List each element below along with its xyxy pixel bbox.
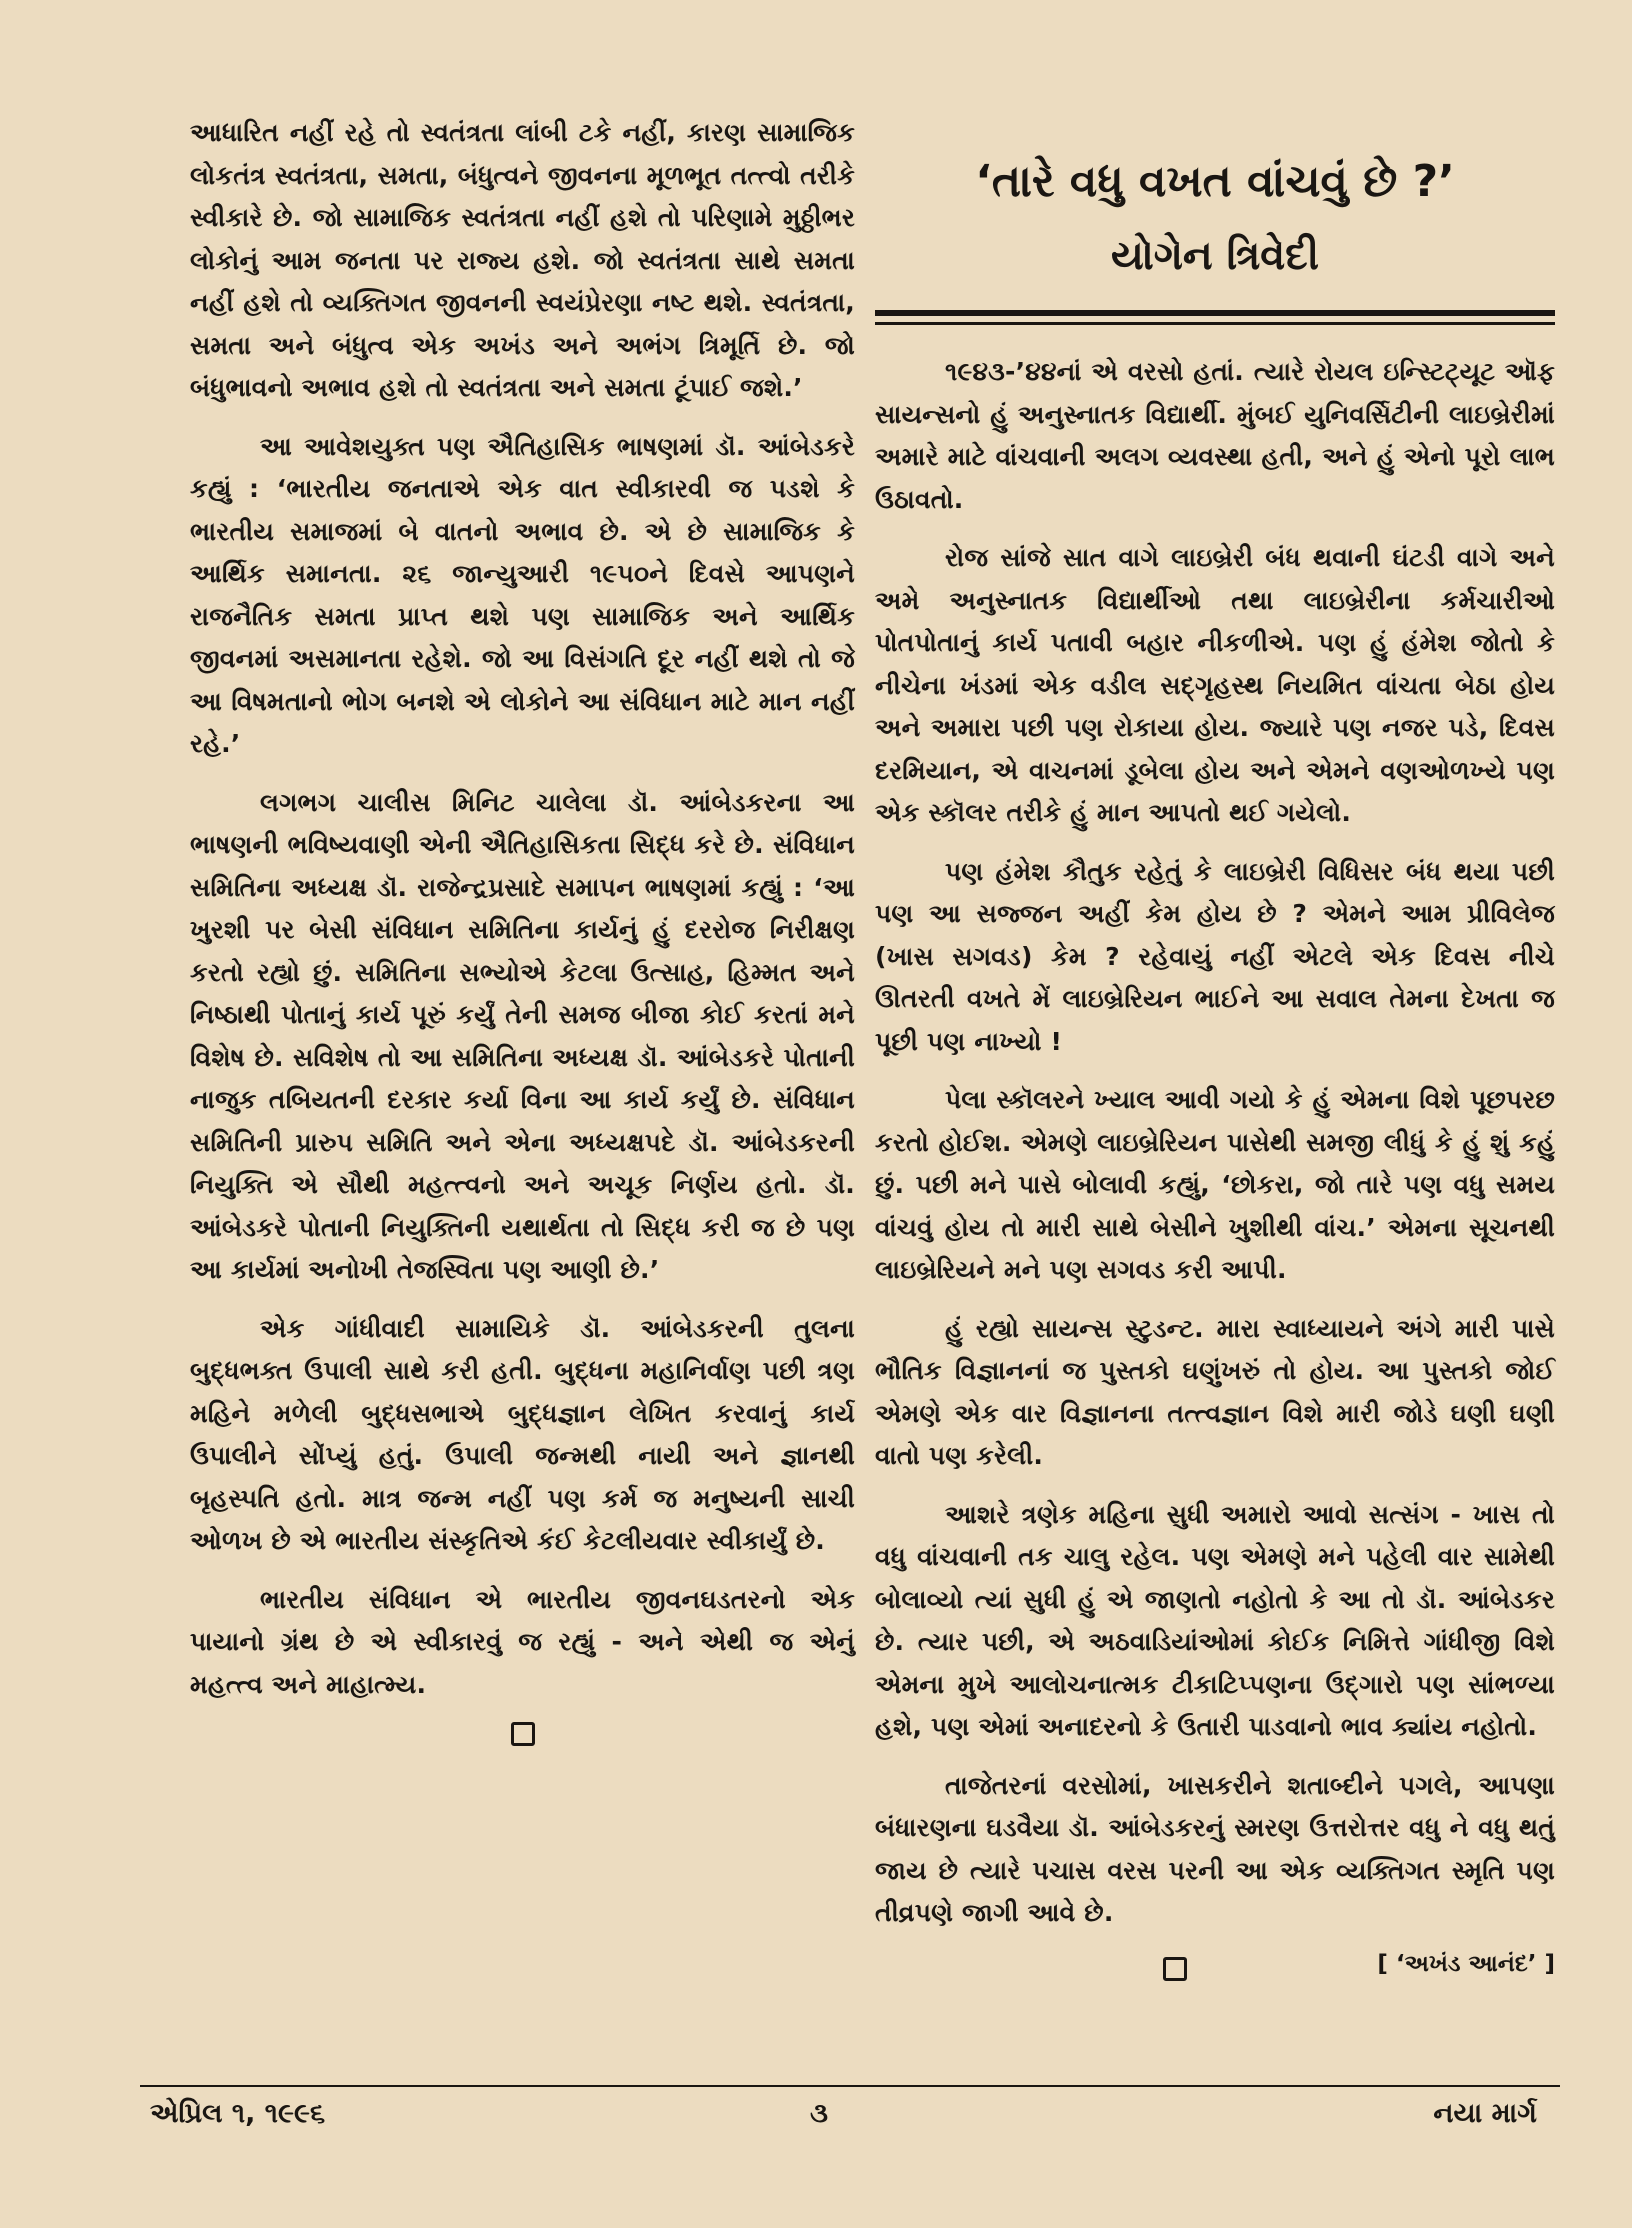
- right-paragraph-7: તાજેતરનાં વરસોમાં, ખાસકરીને શતાબ્દીને પગલે, આપણા બંધારણના ઘડવૈયા ડૉ. આંબેડકરનું સ્મરણ ઉત્તરોત્તર વધુ ને વધુ થતું જાય છે ત્યારે પચાસ વરસ પરની આ એક વ્યક્તિગત સ્મૃતિ પણ તીવ્રપણે જાગી આવે છે.: [875, 1770, 1555, 1927]
- article-end-mark: [511, 1722, 535, 1746]
- article-end-mark: [1163, 1957, 1187, 1981]
- left-paragraph-3: લગભગ ચાલીસ મિનિટ ચાલેલા ડૉ. આંબેડકરના આ ભાષણની ભવિષ્યવાણી એની ઐતિહાસિકતા સિદ્ધ કરે છે. સંવિધાન સમિતિના અધ્યક્ષ ડૉ. રાજેન્દ્રપ્રસાદે સમાપન ભાષણમાં કહ્યું : ‘આ ખુરશી પર બેસી સંવિધાન સમિતિના કાર્યનું હું દરરોજ નિરીક્ષણ કરતો રહ્યો છું. સમિતિના સભ્યોએ કેટલા ઉત્સાહ, હિમ્મત અને નિષ્ઠાથી પોતાનું કાર્ય પૂરું કર્યું તેની સમજ બીજા કોઈ કરતાં મને વિશેષ છે. સવિશેષ તો આ સમિતિના અધ્યક્ષ ડૉ. આંબેડકરે પોતાની નાજુક તબિયતની દરકાર કર્યા વિના આ કાર્ય કર્યું છે. સંવિધાન સમિતિની પ્રારુપ સમિતિ અને એના અધ્યક્ષપદે ડૉ. આંબેડકરની નિયુક્તિ એ સૌથી મહત્ત્વનો અને અચૂક નિર્ણય હતો. ડૉ. આંબેડકરે પોતાની નિયુક્તિની યથાર્થતા તો સિદ્ધ કરી જ છે પણ આ કાર્યમાં અનોખી તેજસ્વિતા પણ આણી છે.’: [190, 787, 855, 1284]
- left-paragraph-1: આધારિત નહીં રહે તો સ્વતંત્રતા લાંબી ટકે નહીં, કારણ સામાજિક લોકતંત્ર સ્વતંત્રતા, સમતા, બંધુત્વને જીવનના મૂળભૂત તત્ત્વો તરીકે સ્વીકારે છે. જો સામાજિક સ્વતંત્રતા નહીં હશે તો પરિણામે મુઠ્ઠીભર લોકોનું આમ જનતા પર રાજ્ય હશે. જો સ્વતંત્રતા સાથે સમતા નહીં હશે તો વ્યક્તિગત જીવનની સ્વયંપ્રેરણા નષ્ટ થશે. સ્વતંત્રતા, સમતા અને બંધુત્વ એક અખંડ અને અભંગ ત્રિમૂર્તિ છે. જો બંધુભાવનો અભાવ હશે તો સ્વતંત્રતા અને સમતા ટૂંપાઈ જશે.’: [190, 118, 855, 402]
- title-rule-thin: [875, 322, 1555, 325]
- source-credit: [ ‘અખંડ આનંદ’ ]: [1377, 1950, 1555, 1977]
- article-author: યોગેન ત્રિવેદી: [1110, 233, 1320, 279]
- left-paragraph-4: એક ગાંધીવાદી સામાયિકે ડૉ. આંબેડકરની તુલના બુદ્ધભક્ત ઉપાલી સાથે કરી હતી. બુદ્ધના મહાનિર્વાણ પછી ત્રણ મહિને મળેલી બુદ્ધસભાએ બુદ્ધજ્ઞાન લેખિત કરવાનું કાર્ય ઉપાલીને સોંપ્યું હતું. ઉપાલી જન્મથી નાયી અને જ્ઞાનથી બૃહસ્પતિ હતો. માત્ર જન્મ નહીં પણ કર્મ જ મનુષ્યની સાચી ઓળખ છે એ ભારતીય સંસ્કૃતિએ કંઈ કેટલીયવાર સ્વીકાર્યું છે.: [190, 1313, 855, 1555]
- article-title: ‘તારે વધુ વખત વાંચવું છે ?’: [975, 156, 1455, 207]
- right-end-row: [875, 1951, 1555, 1991]
- right-paragraph-1: ૧૯૪૩-’૪૪નાં એ વરસો હતાં. ત્યારે રોયલ ઇન્સ્ટિટ્યૂટ ઑફ સાયન્સનો હું અનુસ્નાતક વિદ્યાર્થી. મુંબઈ યુનિવર્સિટીની લાઇબ્રેરીમાં અમારે માટે વાંચવાની અલગ વ્યવસ્થા હતી, અને હું એનો પૂરો લાભ ઉઠાવતો.: [875, 357, 1555, 514]
- title-rule-thick: [875, 310, 1555, 316]
- right-paragraph-5: હું રહ્યો સાયન્સ સ્ટુડન્ટ. મારા સ્વાધ્યાયને અંગે મારી પાસે ભૌતિક વિજ્ઞાનનાં જ પુસ્તકો ઘણુંખરું તો હોય. આ પુસ્તકો જોઈ એમણે એક વાર વિજ્ઞાનના તત્ત્વજ્ઞાન વિશે મારી જોડે ઘણી ઘણી વાતો પણ કરેલી.: [875, 1313, 1555, 1470]
- right-paragraph-4: પેલા સ્કૉલરને ખ્યાલ આવી ગયો કે હું એમના વિશે પૂછપરછ કરતો હોઈશ. એમણે લાઇબ્રેરિયન પાસેથી સમજી લીધું કે હું શું કહું છું. પછી મને પાસે બોલાવી કહ્યું, ‘છોકરા, જો તારે પણ વધુ સમય વાંચવું હોય તો મારી સાથે બેસીને ખુશીથી વાંચ.’ એમના સૂચનથી લાઇબ્રેરિયને મને પણ સગવડ કરી આપી.: [875, 1085, 1555, 1284]
- footer-rule: [140, 2085, 1560, 2087]
- footer-date: એપ્રિલ ૧, ૧૯૯૬: [150, 2098, 326, 2129]
- right-column: [875, 112, 1555, 1991]
- right-paragraph-3: પણ હંમેશ કૌતુક રહેતું કે લાઇબ્રેરી વિધિસર બંધ થયા પછી પણ આ સજ્જન અહીં કેમ હોય છે ? એમને આમ પ્રીવિલેજ (ખાસ સગવડ) કેમ ? રહેવાયું નહીં એટલે એક દિવસ નીચે ઊતરતી વખતે મેં લાઇબ્રેરિયન ભાઈને આ સવાલ તેમના દેખતા જ પૂછી પણ નાખ્યો !: [875, 856, 1555, 1056]
- right-paragraph-2: રોજ સાંજે સાત વાગે લાઇબ્રેરી બંધ થવાની ઘંટડી વાગે અને અમે અનુસ્નાતક વિદ્યાર્થીઓ તથા લાઇબ્રેરીના કર્મચારીઓ પોતપોતાનું કાર્ય પતાવી બહાર નીકળીએ. પણ હું હંમેશ જોતો કે નીચેના ખંડમાં એક વડીલ સદ્ગૃહસ્થ નિયમિત વાંચતા બેઠા હોય અને અમારા પછી પણ રોકાયા હોય. જ્યારે પણ નજર પડે, દિવસ દરમિયાન, એ વાચનમાં ડૂબેલા હોય અને એમને વણઓળખ્યે પણ એક સ્કૉલર તરીકે હું માન આપતો થઈ ગયેલો.: [875, 543, 1555, 827]
- left-paragraph-2: આ આવેશયુક્ત પણ ઐતિહાસિક ભાષણમાં ડૉ. આંબેડકરે કહ્યું : ‘ભારતીય જનતાએ એક વાત સ્વીકારવી જ પડશે કે ભારતીય સમાજમાં બે વાતનો અભાવ છે. એ છે સામાજિક કે આર્થિક સમાનતા. ૨૬ જાન્યુઆરી ૧૯૫૦ને દિવસે આપણને રાજનૈતિક સમતા પ્રાપ્ત થશે પણ સામાજિક અને આર્થિક જીવનમાં અસમાનતા રહેશે. જો આ વિસંગતિ દૂર નહીં થશે તો જે આ વિષમતાનો ભોગ બનશે એ લોકોને આ સંવિધાન માટે માન નહીં રહે.’: [190, 431, 855, 758]
- page-number: ૩: [810, 2098, 828, 2129]
- right-paragraph-6: આશરે ત્રણેક મહિના સુધી અમારો આવો સત્સંગ - ખાસ તો વધુ વાંચવાની તક ચાલુ રહેલ. પણ એમણે મને પહેલી વાર સામેથી બોલાવ્યો ત્યાં સુધી હું એ જાણતો નહોતો કે આ તો ડૉ. આંબેડકર છે. ત્યાર પછી, એ અઠવાડિયાંઓમાં કોઈક નિમિત્તે ગાંધીજી વિશે એમના મુખે આલોચનાત્મક ટીકાટિપ્પણના ઉદ્ગારો પણ સાંભળ્યા હશે, પણ એમાં અનાદરનો કે ઉતારી પાડવાનો ભાવ ક્યાંય નહોતો.: [875, 1499, 1555, 1741]
- left-column: [190, 112, 855, 1746]
- left-paragraph-5: ભારતીય સંવિધાન એ ભારતીય જીવનઘડતરનો એક પાયાનો ગ્રંથ છે એ સ્વીકારવું જ રહ્યું - અને એથી જ એનું મહત્ત્વ અને માહાત્મ્ય.: [190, 1584, 855, 1699]
- publication-name: નયા માર્ગ: [1433, 2098, 1537, 2129]
